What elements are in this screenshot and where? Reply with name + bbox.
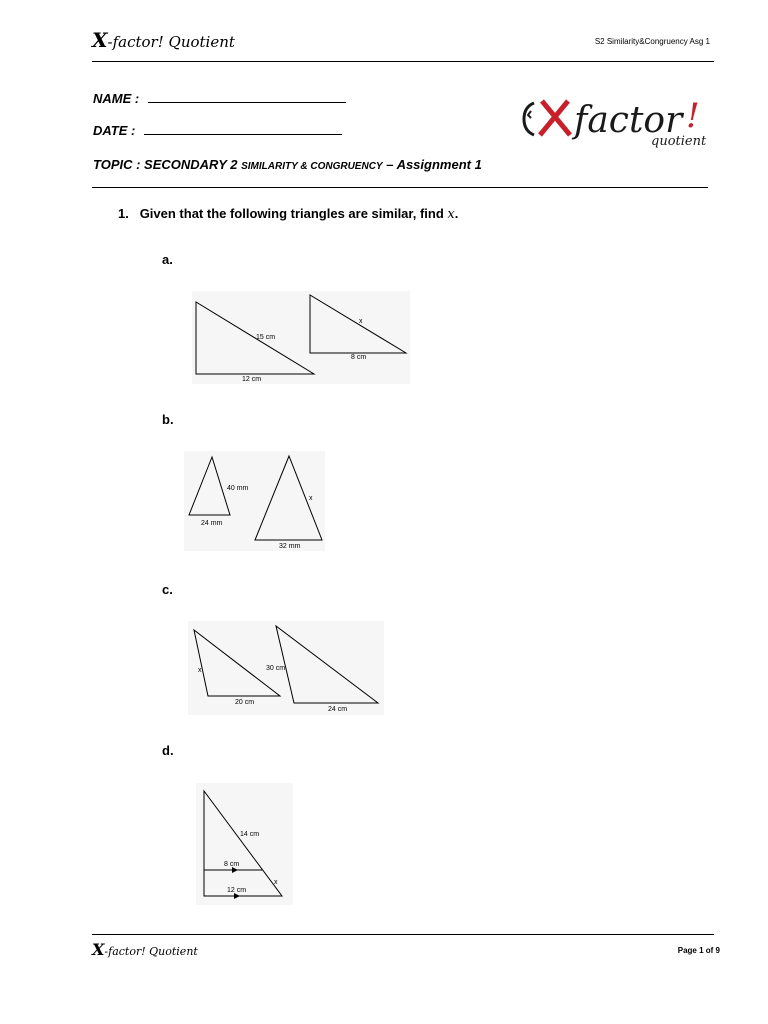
header-rule (92, 61, 714, 62)
xfactor-logo (518, 85, 718, 160)
triangle-c-right (276, 626, 378, 703)
part-d-label: d. (162, 743, 174, 758)
figure-d (196, 783, 293, 905)
date-field (93, 122, 342, 138)
label-d-2: 8 cm (224, 861, 240, 868)
figure-a (192, 291, 410, 384)
label-b-4: 32 mm (279, 543, 301, 550)
date-line (144, 122, 342, 135)
triangle-a-left (196, 302, 314, 374)
label-a-3: x (359, 318, 363, 325)
label-d-4: x (274, 879, 278, 886)
logo-quotient-text: quotient (651, 134, 707, 149)
label-c-2: 20 cm (235, 699, 255, 706)
question-1 (118, 206, 458, 222)
label-a-2: 12 cm (242, 376, 262, 383)
footer-brand-text: -factor! Quotient (104, 945, 198, 958)
topic-prefix: TOPIC : SECONDARY 2 (93, 157, 242, 172)
part-c-label: c. (162, 582, 173, 597)
footer-rule (92, 934, 714, 935)
question-text: Given that the following triangles are similar, find (139, 206, 448, 221)
triangle-c-left (194, 630, 280, 696)
question-number: 1. (118, 206, 129, 221)
question-variable: x (447, 207, 455, 222)
figure-c (188, 621, 384, 715)
footer-brand (92, 940, 198, 959)
triangle-a-right (310, 295, 406, 353)
topic-suffix: – Assignment 1 (382, 157, 482, 172)
label-c-4: 24 cm (328, 706, 348, 713)
name-line (148, 90, 346, 103)
label-d-1: 14 cm (240, 831, 260, 838)
topic-rule (92, 187, 708, 188)
topic-small: SIMILARITY & CONGRUENCY (241, 161, 383, 172)
label-b-2: 24 mm (201, 520, 223, 527)
triangle-d-outer (204, 791, 282, 896)
figure-b (184, 451, 325, 551)
header-brand-x: X (92, 28, 108, 52)
label-b-1: 40 mm (227, 485, 249, 492)
part-a-label: a. (162, 252, 173, 267)
question-end: . (454, 206, 459, 221)
name-label: NAME : (93, 91, 140, 106)
label-d-3: 12 cm (227, 887, 247, 894)
label-c-1: x (198, 667, 202, 674)
header-reference: S2 Similarity&Congruency Asg 1 (594, 37, 710, 46)
label-a-1: 15 cm (256, 334, 276, 341)
logo-factor-text: factor (574, 100, 683, 141)
footer-brand-x: X (92, 940, 105, 959)
name-field (93, 90, 346, 106)
topic-line (93, 157, 482, 172)
label-a-4: 8 cm (351, 354, 367, 361)
header-brand-text: -factor! Quotient (107, 33, 235, 51)
logo-bang-text: ! (686, 96, 700, 136)
triangle-b-left (189, 457, 230, 515)
header-brand (92, 28, 235, 52)
part-b-label: b. (162, 412, 174, 427)
label-b-3: x (309, 495, 313, 502)
page-number: Page 1 of 9 (677, 946, 720, 955)
date-label: DATE : (93, 123, 136, 138)
label-c-3: 30 cm (266, 665, 286, 672)
